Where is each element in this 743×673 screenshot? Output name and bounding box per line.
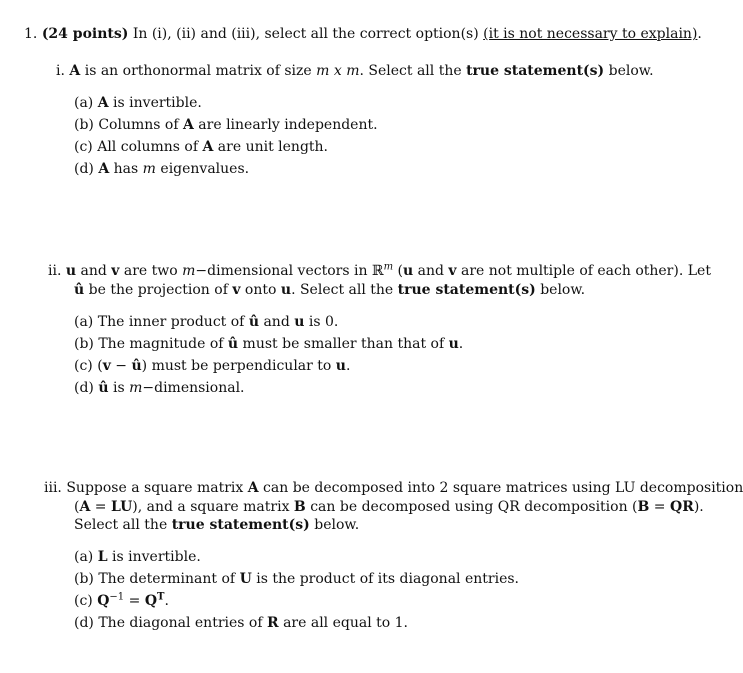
part-i-option-b[interactable]: (b) Columns of A are linearly independent. [74, 117, 378, 133]
part-ii-prompt-line1: ii. u and v are two m−dimensional vectors in ℝ$^m$ (u and v are not multiple of each other). Let [48, 261, 711, 279]
question-header: 1. (24 points) In (i), (ii) and (iii), select all the correct option(s) (it is not necessary to explain). [24, 26, 702, 42]
part-i-option-c[interactable]: (c) All columns of A are unit length. [74, 139, 329, 155]
question-points: (24 points) [41, 26, 129, 42]
part-iii-prompt-line1: iii. Suppose a square matrix A can be decomposed into 2 square matrices using LU decomposition [44, 480, 743, 496]
part-ii-option-a[interactable]: (a) The inner product of û and u is 0. [74, 314, 339, 330]
part-iii-prompt-line2: (A = LU), and a square matrix B can be decomposed using QR decomposition (B = QR). [74, 499, 704, 515]
part-ii-option-d[interactable]: (d) û is m−dimensional. [74, 380, 245, 396]
part-iii-label: iii. [44, 480, 62, 496]
question-intro: In (i), (ii) and (iii), select all the correct option(s) [128, 26, 484, 42]
part-i-option-a[interactable]: (a) A is invertible. [74, 95, 202, 111]
part-iii-option-a[interactable]: (a) L is invertible. [74, 549, 201, 565]
part-iii-option-d[interactable]: (d) The diagonal entries of R are all equal to 1. [74, 615, 409, 631]
part-ii-label: ii. [48, 263, 62, 279]
part-ii-option-c[interactable]: (c) (v − û) must be perpendicular to u. [74, 358, 351, 374]
part-iii-option-b[interactable]: (b) The determinant of U is the product of its diagonal entries. [74, 571, 519, 587]
part-ii-option-b[interactable]: (b) The magnitude of û must be smaller than that of u. [74, 336, 464, 352]
part-ii-prompt-line2: û be the projection of v onto u. Select all the true statement(s) below. [74, 282, 586, 298]
part-i-prompt: i. A is an orthonormal matrix of size m x m. Select all the true statement(s) below. [56, 63, 654, 79]
part-i-label: i. [56, 63, 65, 79]
question-number: 1. [24, 26, 38, 42]
part-iii-option-c[interactable]: (c) $Q^{-1} = Q^T$. [74, 591, 169, 609]
question-note: (it is not necessary to explain) [483, 26, 698, 42]
part-i-option-d[interactable]: (d) A has m eigenvalues. [74, 161, 250, 177]
part-iii-prompt-line3: Select all the true statement(s) below. [74, 517, 360, 533]
